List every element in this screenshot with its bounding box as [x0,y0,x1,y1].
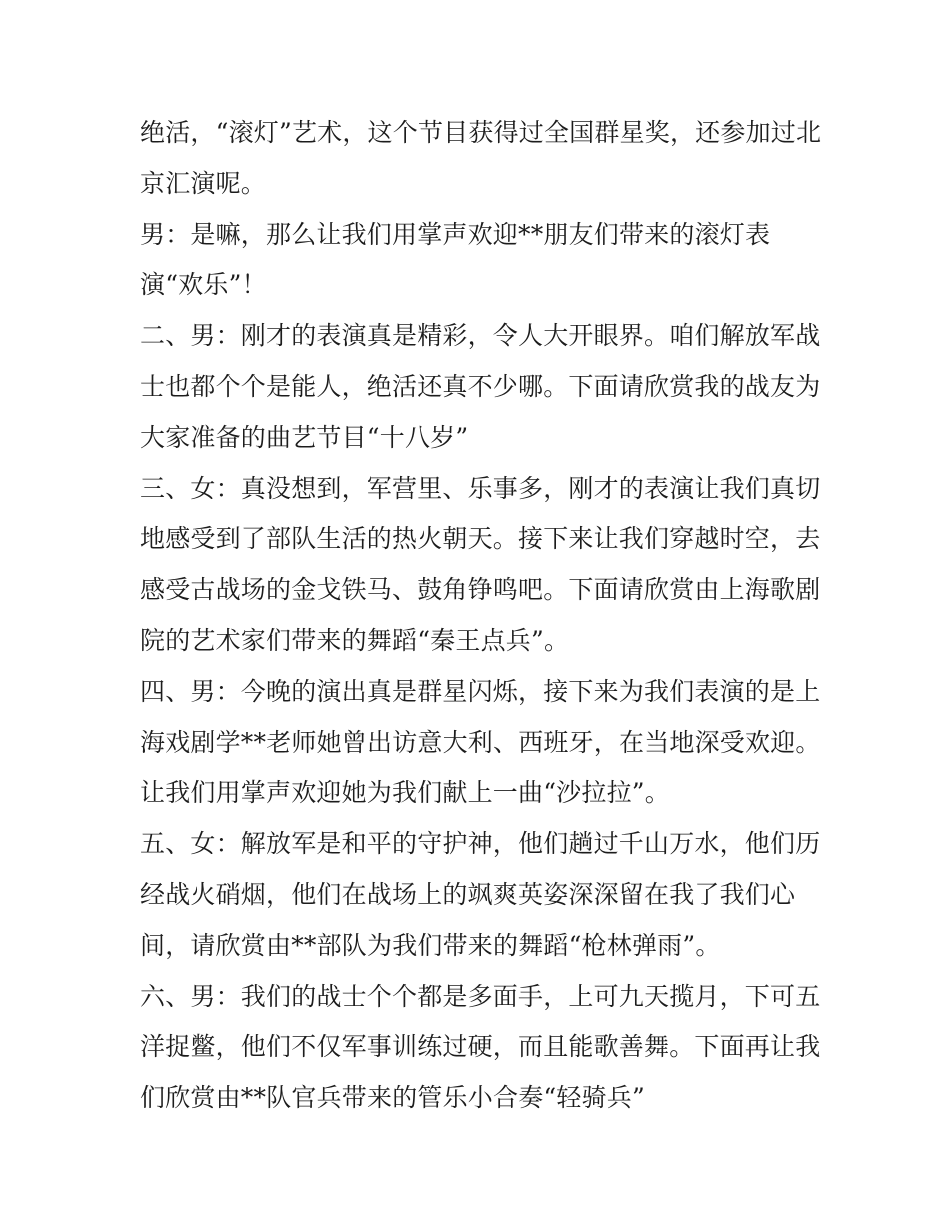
text-line: 京汇演呢。 [140,168,267,198]
text-line: 士也都个个是能人，绝活还真不少哪。下面请欣赏我的战友为 [140,371,821,401]
text-line: 演“欢乐”！ [140,270,267,300]
text-line: 海戏剧学**老师她曾出访意大利、西班牙，在当地深受欢迎。 [140,727,821,757]
document-body [140,108,820,1124]
text-line: 洋捉鳖，他们不仅军事训练过硬，而且能歌善舞。下面再让我 [140,1032,821,1062]
text-line: 三、女：真没想到，军营里、乐事多，刚才的表演让我们真切 [140,473,821,503]
text-line: 大家准备的曲艺节目“十八岁” [140,422,469,452]
text-line: 绝活，“滚灯”艺术，这个节目获得过全国群星奖，还参加过北 [140,118,822,147]
text-line: 五、女：解放军是和平的守护神，他们趟过千山万水，他们历 [140,829,821,859]
text-line: 让我们用掌声欢迎她为我们献上一曲“沙拉拉”。 [140,778,670,808]
text-line: 间，请欣赏由**部队为我们带来的舞蹈“枪林弹雨”。 [140,930,721,960]
text-line: 院的艺术家们带来的舞蹈“秦王点兵”。 [140,625,570,655]
text-line: 经战火硝烟，他们在战场上的飒爽英姿深深留在我了我们心 [140,879,796,909]
text-line: 男：是嘛，那么让我们用掌声欢迎**朋友们带来的滚灯表 [140,219,771,249]
text-line: 二、男：刚才的表演真是精彩，令人大开眼界。咱们解放军战 [140,321,821,351]
text-line: 六、男：我们的战士个个都是多面手，上可九天揽月，下可五 [140,981,821,1011]
text-line: 地感受到了部队生活的热火朝天。接下来让我们穿越时空，去 [140,524,821,554]
text-line: 感受古战场的金戈铁马、鼓角铮鸣吧。下面请欣赏由上海歌剧 [140,575,821,605]
text-line: 们欣赏由**队官兵带来的管乐小合奏“轻骑兵” [140,1083,645,1113]
text-line: 四、男：今晚的演出真是群星闪烁，接下来为我们表演的是上 [140,676,821,706]
